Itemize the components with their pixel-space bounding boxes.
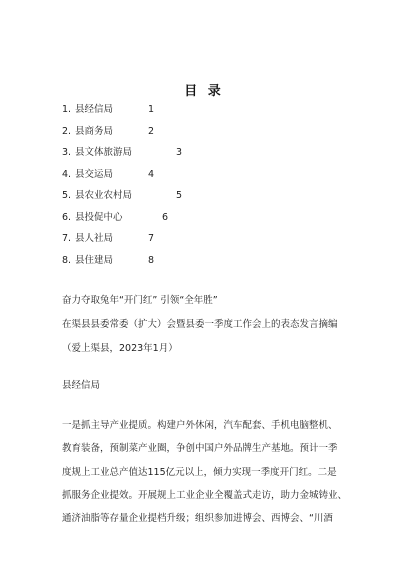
section-paragraph	[62, 414, 352, 530]
article-subheadline: 在渠县县委常委（扩大）会暨县委一季度工作会上的表态发言摘编	[62, 319, 338, 330]
toc-item	[62, 121, 262, 143]
toc-item-label: 县人社局	[75, 233, 114, 244]
toc-item-page: 5	[176, 190, 183, 201]
section-title: 县经信局	[62, 380, 101, 391]
toc-item-page: 1	[148, 104, 155, 115]
toc-item	[62, 185, 262, 207]
toc-item	[62, 228, 262, 250]
paragraph-line: 通济油脂等存量企业提档升级；组织参加进博会、西博会、“川酒	[62, 513, 333, 525]
toc-item-label: 县商务局	[75, 125, 114, 137]
article-source: （爱上渠县，2023年1月）	[62, 343, 178, 354]
paragraph-line: 度规上工业总产值达115亿元以上，倾力实现一季度开门红。二是	[62, 466, 337, 478]
toc-item-label: 县文体旅游局	[75, 147, 133, 158]
paragraph-line: 抓服务企业提效。开展规上工业企业全覆盖式走访，助力金城铸业、	[62, 489, 348, 501]
toc-item-page: 3	[176, 147, 183, 158]
table-of-contents	[62, 99, 262, 271]
toc-item-number: 8.	[62, 254, 72, 266]
toc-item-number: 7.	[62, 233, 72, 244]
toc-item-page: 4	[148, 168, 155, 180]
toc-item-page: 8	[148, 254, 155, 266]
paragraph-line: 教育装备，预制菜产业圈，争创中国户外品牌生产基地。预计一季	[62, 443, 338, 455]
toc-item-label: 县住建局	[75, 254, 114, 266]
toc-item-number: 1.	[62, 104, 72, 115]
toc-item-number: 3.	[62, 147, 72, 158]
toc-item-label: 县投促中心	[75, 211, 123, 223]
toc-item	[62, 99, 262, 121]
toc-item	[62, 250, 262, 272]
toc-item-number: 6.	[62, 211, 72, 223]
toc-item	[62, 164, 262, 186]
toc-item	[62, 207, 262, 229]
toc-item-page: 6	[162, 211, 169, 223]
toc-item-number: 4.	[62, 168, 72, 180]
paragraph-line: 一是抓主导产业提质。构建户外休闲，汽车配套、手机电脑整机、	[62, 420, 338, 431]
toc-item-label: 县经信局	[75, 104, 114, 115]
toc-item-number: 5.	[62, 190, 72, 201]
toc-item-page: 7	[148, 233, 155, 244]
toc-item-label: 县农业农村局	[75, 190, 133, 201]
toc-item-page: 2	[148, 125, 155, 137]
article-headline: 奋力夺取兔年“开门红” 引领“全年胜”	[62, 295, 218, 306]
toc-item	[62, 142, 262, 164]
toc-item-number: 2.	[62, 125, 72, 137]
toc-item-label: 县交运局	[75, 168, 114, 180]
toc-title: 目 录	[184, 84, 224, 99]
